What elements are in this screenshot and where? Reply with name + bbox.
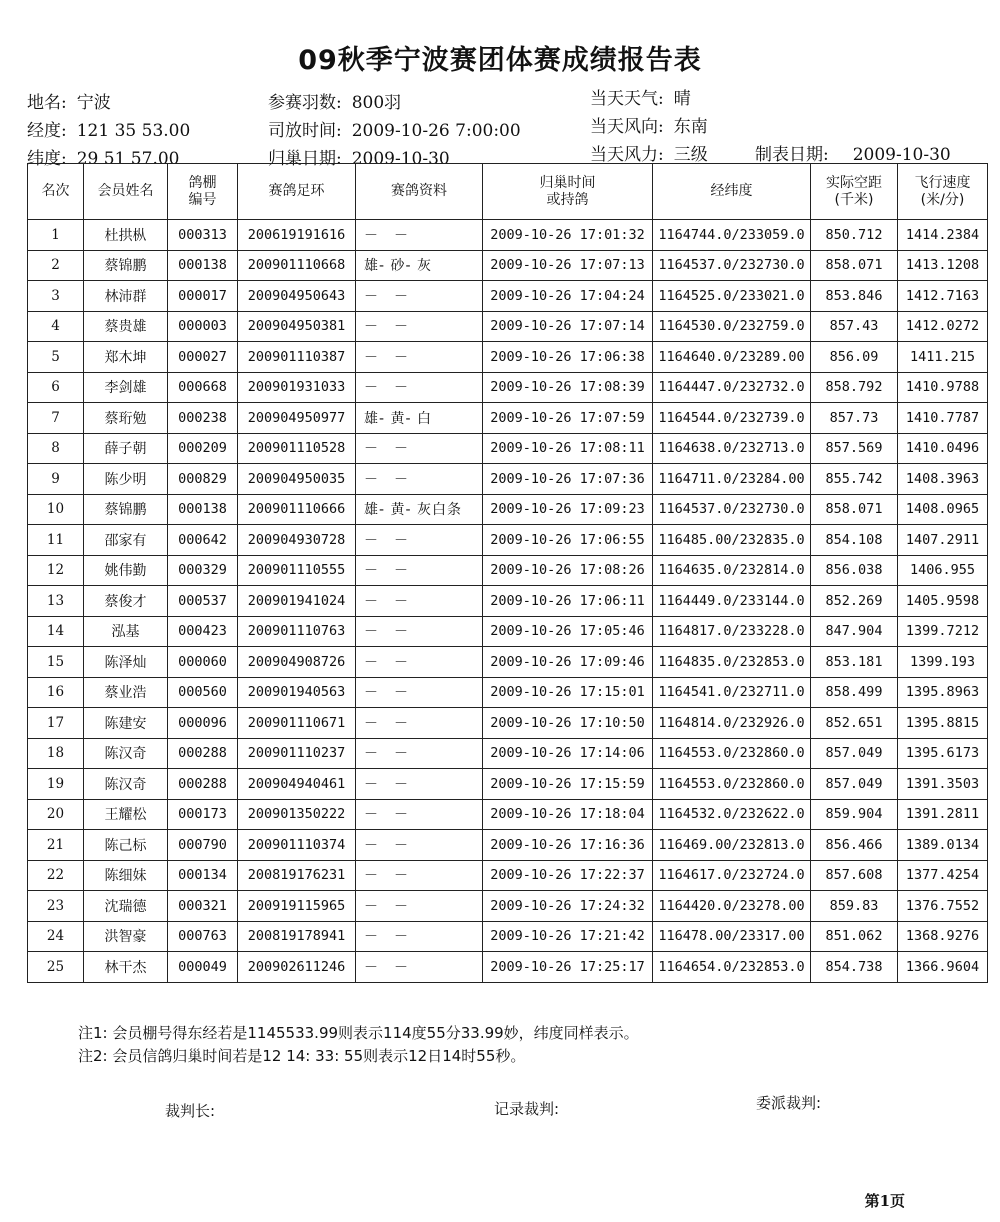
table-cell: 1164744.0/233059.0 — [653, 220, 811, 251]
table-cell: 200901110387 — [238, 342, 356, 373]
table-cell: － － — [356, 677, 483, 708]
table-cell: 杜拱枞 — [84, 220, 168, 251]
table-cell: － － — [356, 799, 483, 830]
column-header: 会员姓名 — [84, 164, 168, 220]
table-cell: 000288 — [168, 769, 238, 800]
table-cell: 1377.4254 — [898, 860, 988, 891]
table-cell: 1411.215 — [898, 342, 988, 373]
table-cell: 000642 — [168, 525, 238, 556]
table-cell: 858.499 — [811, 677, 898, 708]
delegate-judge-label: 委派裁判: — [756, 1094, 822, 1112]
table-cell: － － — [356, 372, 483, 403]
table-cell: 蔡俊才 — [84, 586, 168, 617]
table-cell: 2009-10-26 17:16:36 — [483, 830, 653, 861]
table-cell: 000829 — [168, 464, 238, 495]
column-header: 实际空距 (千米) — [811, 164, 898, 220]
wind-direction-value: 东南 — [673, 117, 708, 137]
weather-value: 晴 — [673, 89, 691, 109]
table-cell: 7 — [28, 403, 84, 434]
table-cell: 000537 — [168, 586, 238, 617]
table-cell: 1164530.0/232759.0 — [653, 311, 811, 342]
table-cell: 5 — [28, 342, 84, 373]
table-cell: 2009-10-26 17:21:42 — [483, 921, 653, 952]
table-cell: 852.269 — [811, 586, 898, 617]
table-cell: 沈瑞德 — [84, 891, 168, 922]
table-cell: 000138 — [168, 494, 238, 525]
table-cell: 1414.2384 — [898, 220, 988, 251]
table-cell: 200904940461 — [238, 769, 356, 800]
table-cell: 1164553.0/232860.0 — [653, 769, 811, 800]
table-cell: － － — [356, 616, 483, 647]
table-cell: － － — [356, 830, 483, 861]
table-cell: 17 — [28, 708, 84, 739]
table-cell: 1164447.0/232732.0 — [653, 372, 811, 403]
table-cell: 1399.7212 — [898, 616, 988, 647]
table-cell: 雄- 黄- 灰白条 — [356, 494, 483, 525]
table-cell: 1164640.0/23289.00 — [653, 342, 811, 373]
table-cell: 1164835.0/232853.0 — [653, 647, 811, 678]
table-cell: 000288 — [168, 738, 238, 769]
table-cell: 000003 — [168, 311, 238, 342]
table-cell: 2009-10-26 17:09:46 — [483, 647, 653, 678]
return-date-value: 2009-10-30 — [351, 149, 450, 169]
table-cell: 855.742 — [811, 464, 898, 495]
table-cell: 200901110237 — [238, 738, 356, 769]
table-row — [28, 586, 988, 617]
table-cell: 1164638.0/232713.0 — [653, 433, 811, 464]
table-cell: 2009-10-26 17:10:50 — [483, 708, 653, 739]
table-cell: － － — [356, 738, 483, 769]
release-field — [268, 116, 521, 141]
table-cell: 1391.2811 — [898, 799, 988, 830]
wind-force-value: 三级 — [673, 145, 708, 165]
table-cell: 856.466 — [811, 830, 898, 861]
table-cell: 1366.9604 — [898, 952, 988, 983]
table-cell: 851.062 — [811, 921, 898, 952]
entries-label: 参赛羽数: — [268, 93, 342, 113]
table-cell: 200819176231 — [238, 860, 356, 891]
table-row — [28, 616, 988, 647]
table-cell: 1164814.0/232926.0 — [653, 708, 811, 739]
table-cell: 1164553.0/232860.0 — [653, 738, 811, 769]
table-cell: 1164654.0/232853.0 — [653, 952, 811, 983]
table-cell: 2009-10-26 17:04:24 — [483, 281, 653, 312]
table-cell: 857.608 — [811, 860, 898, 891]
note-1: 注1: 会员棚号得东经若是1145533.99则表示114度55分33.99妙，纬度同样表示。 — [78, 1024, 639, 1042]
table-cell: 859.904 — [811, 799, 898, 830]
table-cell: 854.738 — [811, 952, 898, 983]
table-cell: 200901110666 — [238, 494, 356, 525]
table-cell: － － — [356, 433, 483, 464]
table-cell: 200901350222 — [238, 799, 356, 830]
table-cell: 853.181 — [811, 647, 898, 678]
table-row — [28, 311, 988, 342]
table-cell: 1164617.0/232724.0 — [653, 860, 811, 891]
table-cell: 2009-10-26 17:18:04 — [483, 799, 653, 830]
table-cell: 1391.3503 — [898, 769, 988, 800]
table-cell: 陈少明 — [84, 464, 168, 495]
longitude-value: 121 35 53.00 — [76, 121, 191, 141]
table-cell: 2009-10-26 17:15:01 — [483, 677, 653, 708]
table-cell: 9 — [28, 464, 84, 495]
table-cell: 200901931033 — [238, 372, 356, 403]
table-cell: 000560 — [168, 677, 238, 708]
table-cell: 200904950381 — [238, 311, 356, 342]
table-cell: － － — [356, 555, 483, 586]
table-cell: 859.83 — [811, 891, 898, 922]
location-label: 地名: — [27, 93, 67, 113]
table-cell: 1164817.0/233228.0 — [653, 616, 811, 647]
table-row — [28, 830, 988, 861]
table-cell: 000173 — [168, 799, 238, 830]
table-cell: 21 — [28, 830, 84, 861]
table-row — [28, 555, 988, 586]
table-row — [28, 921, 988, 952]
table-cell: 857.73 — [811, 403, 898, 434]
table-cell: 1410.9788 — [898, 372, 988, 403]
wind-force-field — [590, 140, 708, 165]
table-cell: 1368.9276 — [898, 921, 988, 952]
table-cell: 200904950035 — [238, 464, 356, 495]
table-cell: 858.071 — [811, 494, 898, 525]
table-row — [28, 342, 988, 373]
table-cell: 000134 — [168, 860, 238, 891]
table-row — [28, 250, 988, 281]
table-cell: 1395.6173 — [898, 738, 988, 769]
table-cell: 853.846 — [811, 281, 898, 312]
wind-direction-field — [590, 112, 708, 137]
table-cell: 2009-10-26 17:07:14 — [483, 311, 653, 342]
table-cell: 1412.0272 — [898, 311, 988, 342]
table-cell: 200901110671 — [238, 708, 356, 739]
report-title: 09秋季宁波赛团体赛成绩报告表 — [298, 45, 702, 76]
table-cell: 200901941024 — [238, 586, 356, 617]
table-cell: 857.049 — [811, 769, 898, 800]
table-cell: 2009-10-26 17:07:13 — [483, 250, 653, 281]
table-row — [28, 433, 988, 464]
table-row — [28, 281, 988, 312]
table-cell: 4 — [28, 311, 84, 342]
release-label: 司放时间: — [268, 121, 342, 141]
column-header: 经纬度 — [653, 164, 811, 220]
table-cell: － － — [356, 586, 483, 617]
table-cell: 116469.00/232813.0 — [653, 830, 811, 861]
weather-field — [590, 84, 691, 109]
table-cell: 1407.2911 — [898, 525, 988, 556]
table-row — [28, 403, 988, 434]
longitude-field — [27, 116, 190, 141]
table-row — [28, 952, 988, 983]
table-cell: 854.108 — [811, 525, 898, 556]
table-cell: 薛子朝 — [84, 433, 168, 464]
table-cell: 200901110528 — [238, 433, 356, 464]
table-row — [28, 799, 988, 830]
table-cell: 000313 — [168, 220, 238, 251]
table-cell: 000209 — [168, 433, 238, 464]
table-cell: 200819178941 — [238, 921, 356, 952]
table-cell: 847.904 — [811, 616, 898, 647]
table-cell: － － — [356, 647, 483, 678]
location-field — [27, 88, 111, 113]
table-cell: 200901110763 — [238, 616, 356, 647]
table-row — [28, 494, 988, 525]
table-cell: 15 — [28, 647, 84, 678]
table-cell: 1399.193 — [898, 647, 988, 678]
results-table — [27, 163, 988, 983]
table-cell: 郑木坤 — [84, 342, 168, 373]
table-cell: 000668 — [168, 372, 238, 403]
table-cell: 雄- 砂- 灰 — [356, 250, 483, 281]
table-cell: － － — [356, 860, 483, 891]
table-cell: 857.049 — [811, 738, 898, 769]
made-date-field — [755, 140, 951, 165]
table-cell: － － — [356, 311, 483, 342]
table-cell: － － — [356, 525, 483, 556]
table-cell: 泓基 — [84, 616, 168, 647]
table-cell: 000138 — [168, 250, 238, 281]
table-cell: 2009-10-26 17:15:59 — [483, 769, 653, 800]
table-cell: － － — [356, 708, 483, 739]
table-cell: 1 — [28, 220, 84, 251]
table-cell: 1164711.0/23284.00 — [653, 464, 811, 495]
table-cell: 200901110374 — [238, 830, 356, 861]
table-cell: 2009-10-26 17:07:59 — [483, 403, 653, 434]
table-cell: 856.09 — [811, 342, 898, 373]
table-cell: 1408.3963 — [898, 464, 988, 495]
table-cell: 200904930728 — [238, 525, 356, 556]
table-cell: 3 — [28, 281, 84, 312]
return-date-label: 归巢日期: — [268, 149, 342, 169]
table-cell: － － — [356, 952, 483, 983]
table-cell: 蔡贵雄 — [84, 311, 168, 342]
table-cell: 200619191616 — [238, 220, 356, 251]
table-cell: 邵家有 — [84, 525, 168, 556]
table-cell: 8 — [28, 433, 84, 464]
table-cell: － － — [356, 220, 483, 251]
entries-field — [268, 88, 401, 113]
table-cell: 200919115965 — [238, 891, 356, 922]
column-header: 归巢时间 或持鸽 — [483, 164, 653, 220]
table-cell: 18 — [28, 738, 84, 769]
table-cell: 1395.8963 — [898, 677, 988, 708]
table-cell: 000060 — [168, 647, 238, 678]
table-cell: 858.792 — [811, 372, 898, 403]
table-cell: 000329 — [168, 555, 238, 586]
table-cell: 000321 — [168, 891, 238, 922]
table-cell: 雄- 黄- 白 — [356, 403, 483, 434]
table-cell: 858.071 — [811, 250, 898, 281]
table-cell: 2009-10-26 17:08:39 — [483, 372, 653, 403]
table-cell: 蔡珩勉 — [84, 403, 168, 434]
table-cell: 1164541.0/232711.0 — [653, 677, 811, 708]
table-cell: 11 — [28, 525, 84, 556]
table-cell: 陈泽灿 — [84, 647, 168, 678]
table-cell: 000017 — [168, 281, 238, 312]
table-cell: 蔡业浩 — [84, 677, 168, 708]
table-cell: 2009-10-26 17:08:26 — [483, 555, 653, 586]
table-cell: 蔡锦鹏 — [84, 494, 168, 525]
table-cell: 1164449.0/233144.0 — [653, 586, 811, 617]
table-cell: 200904950643 — [238, 281, 356, 312]
table-cell: 200904908726 — [238, 647, 356, 678]
table-cell: 陈汉奇 — [84, 738, 168, 769]
table-cell: 1408.0965 — [898, 494, 988, 525]
table-cell: 13 — [28, 586, 84, 617]
table-cell: 856.038 — [811, 555, 898, 586]
table-cell: 000027 — [168, 342, 238, 373]
table-cell: 1395.8815 — [898, 708, 988, 739]
table-row — [28, 769, 988, 800]
table-cell: 1164537.0/232730.0 — [653, 494, 811, 525]
table-cell: － － — [356, 281, 483, 312]
table-cell: 200901110668 — [238, 250, 356, 281]
table-cell: 000423 — [168, 616, 238, 647]
table-cell: 2009-10-26 17:06:55 — [483, 525, 653, 556]
table-row — [28, 464, 988, 495]
table-cell: 200902611246 — [238, 952, 356, 983]
table-cell: 857.43 — [811, 311, 898, 342]
table-cell: 850.712 — [811, 220, 898, 251]
table-row — [28, 372, 988, 403]
table-cell: 23 — [28, 891, 84, 922]
table-cell: 20 — [28, 799, 84, 830]
table-cell: 200901940563 — [238, 677, 356, 708]
table-cell: 1164537.0/232730.0 — [653, 250, 811, 281]
table-cell: 1164420.0/23278.00 — [653, 891, 811, 922]
table-cell: 姚伟勤 — [84, 555, 168, 586]
table-cell: 14 — [28, 616, 84, 647]
table-cell: 陈建安 — [84, 708, 168, 739]
table-cell: 蔡锦鹏 — [84, 250, 168, 281]
table-cell: 25 — [28, 952, 84, 983]
table-cell: 200901110555 — [238, 555, 356, 586]
recorder-judge-label: 记录裁判: — [494, 1100, 560, 1118]
latitude-value: 29 51 57.00 — [76, 149, 180, 169]
table-cell: 2009-10-26 17:22:37 — [483, 860, 653, 891]
table-cell: 16 — [28, 677, 84, 708]
table-cell: 6 — [28, 372, 84, 403]
table-cell: 116478.00/23317.00 — [653, 921, 811, 952]
table-cell: 22 — [28, 860, 84, 891]
column-header: 赛鸽足环 — [238, 164, 356, 220]
wind-direction-label: 当天风向: — [590, 117, 664, 137]
note-2: 注2: 会员信鸽归巢时间若是12 14: 33: 55则表示12日14时55秒。 — [78, 1047, 526, 1065]
table-cell: 2009-10-26 17:14:06 — [483, 738, 653, 769]
table-cell: 1389.0134 — [898, 830, 988, 861]
table-cell: 2009-10-26 17:05:46 — [483, 616, 653, 647]
table-cell: 857.569 — [811, 433, 898, 464]
table-cell: 洪智豪 — [84, 921, 168, 952]
table-cell: 000096 — [168, 708, 238, 739]
table-cell: 2 — [28, 250, 84, 281]
column-header: 赛鸽资料 — [356, 164, 483, 220]
column-header: 飞行速度 (米/分) — [898, 164, 988, 220]
table-cell: 2009-10-26 17:09:23 — [483, 494, 653, 525]
table-cell: 24 — [28, 921, 84, 952]
table-row — [28, 891, 988, 922]
table-cell: 林沛群 — [84, 281, 168, 312]
table-cell: 000790 — [168, 830, 238, 861]
table-row — [28, 647, 988, 678]
table-cell: 12 — [28, 555, 84, 586]
table-row — [28, 677, 988, 708]
table-cell: 1164544.0/232739.0 — [653, 403, 811, 434]
table-cell: 1410.7787 — [898, 403, 988, 434]
table-cell: 林干杰 — [84, 952, 168, 983]
table-cell: 2009-10-26 17:01:32 — [483, 220, 653, 251]
release-value: 2009-10-26 7:00:00 — [351, 121, 521, 141]
table-cell: － － — [356, 769, 483, 800]
table-cell: 200904950977 — [238, 403, 356, 434]
table-cell: 2009-10-26 17:07:36 — [483, 464, 653, 495]
table-cell: 2009-10-26 17:06:38 — [483, 342, 653, 373]
location-value: 宁波 — [76, 93, 111, 113]
weather-label: 当天天气: — [590, 89, 664, 109]
table-cell: 1164525.0/233021.0 — [653, 281, 811, 312]
table-cell: 116485.00/232835.0 — [653, 525, 811, 556]
table-cell: 1164635.0/232814.0 — [653, 555, 811, 586]
table-cell: 10 — [28, 494, 84, 525]
table-cell: 19 — [28, 769, 84, 800]
column-header: 名次 — [28, 164, 84, 220]
table-cell: 2009-10-26 17:06:11 — [483, 586, 653, 617]
latitude-label: 纬度: — [27, 149, 67, 169]
table-row — [28, 860, 988, 891]
chief-judge-label: 裁判长: — [165, 1102, 216, 1120]
table-row — [28, 220, 988, 251]
table-header-row — [28, 164, 988, 220]
table-cell: 1406.955 — [898, 555, 988, 586]
table-cell: 1164532.0/232622.0 — [653, 799, 811, 830]
table-cell: － － — [356, 342, 483, 373]
table-cell: 000238 — [168, 403, 238, 434]
page-number: 第1页 — [864, 1192, 905, 1210]
made-date-value: 2009-10-30 — [852, 145, 951, 165]
table-cell: 000049 — [168, 952, 238, 983]
table-row — [28, 525, 988, 556]
table-cell: 1405.9598 — [898, 586, 988, 617]
table-cell: 2009-10-26 17:25:17 — [483, 952, 653, 983]
table-cell: － － — [356, 464, 483, 495]
table-row — [28, 738, 988, 769]
table-cell: 852.651 — [811, 708, 898, 739]
table-cell: － － — [356, 921, 483, 952]
table-cell: 王耀松 — [84, 799, 168, 830]
table-cell: － － — [356, 891, 483, 922]
longitude-label: 经度: — [27, 121, 67, 141]
table-cell: 陈汉奇 — [84, 769, 168, 800]
column-header: 鸽棚 编号 — [168, 164, 238, 220]
table-cell: 000763 — [168, 921, 238, 952]
table-cell: 陈己标 — [84, 830, 168, 861]
made-date-label: 制表日期: — [755, 145, 829, 165]
table-cell: 1413.1208 — [898, 250, 988, 281]
table-cell: 1410.0496 — [898, 433, 988, 464]
table-cell: 1412.7163 — [898, 281, 988, 312]
entries-value: 800羽 — [351, 93, 402, 113]
table-cell: 2009-10-26 17:24:32 — [483, 891, 653, 922]
table-cell: 2009-10-26 17:08:11 — [483, 433, 653, 464]
table-cell: 陈细妹 — [84, 860, 168, 891]
table-cell: 1376.7552 — [898, 891, 988, 922]
table-row — [28, 708, 988, 739]
wind-force-label: 当天风力: — [590, 145, 664, 165]
table-cell: 李剑雄 — [84, 372, 168, 403]
